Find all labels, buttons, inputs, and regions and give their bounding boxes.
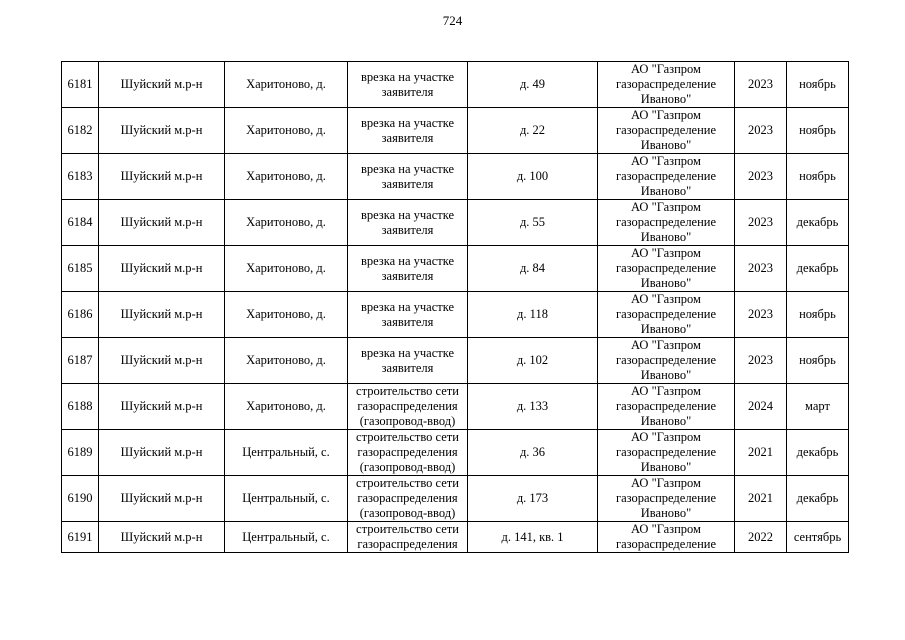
month-cell: ноябрь: [787, 62, 849, 108]
work-type-cell: строительство сети газораспределения (газопровод-ввод): [348, 430, 468, 476]
locality-cell: Харитоново, д.: [225, 384, 348, 430]
district-cell: Шуйский м.р-н: [99, 246, 225, 292]
year-cell: 2023: [735, 246, 787, 292]
table-body: [62, 62, 849, 553]
locality-cell: Центральный, с.: [225, 522, 348, 553]
row-number-cell: 6182: [62, 108, 99, 154]
address-cell: д. 100: [468, 154, 598, 200]
district-cell: Шуйский м.р-н: [99, 108, 225, 154]
address-cell: д. 141, кв. 1: [468, 522, 598, 553]
table-row: [62, 200, 849, 246]
row-number-cell: 6190: [62, 476, 99, 522]
owner-cell: АО "Газпром газораспределение Иваново": [598, 430, 735, 476]
district-cell: Шуйский м.р-н: [99, 384, 225, 430]
work-type-cell: строительство сети газораспределения: [348, 522, 468, 553]
address-cell: д. 118: [468, 292, 598, 338]
locality-cell: Центральный, с.: [225, 430, 348, 476]
owner-cell: АО "Газпром газораспределение: [598, 522, 735, 553]
year-cell: 2021: [735, 476, 787, 522]
work-type-cell: врезка на участке заявителя: [348, 200, 468, 246]
address-cell: д. 173: [468, 476, 598, 522]
month-cell: декабрь: [787, 246, 849, 292]
table-row: [62, 292, 849, 338]
locality-cell: Харитоново, д.: [225, 292, 348, 338]
work-type-cell: врезка на участке заявителя: [348, 62, 468, 108]
month-cell: ноябрь: [787, 338, 849, 384]
locality-cell: Харитоново, д.: [225, 108, 348, 154]
table-row: [62, 384, 849, 430]
month-cell: декабрь: [787, 430, 849, 476]
row-number-cell: 6185: [62, 246, 99, 292]
year-cell: 2021: [735, 430, 787, 476]
locality-cell: Харитоново, д.: [225, 154, 348, 200]
district-cell: Шуйский м.р-н: [99, 62, 225, 108]
address-cell: д. 49: [468, 62, 598, 108]
district-cell: Шуйский м.р-н: [99, 522, 225, 553]
year-cell: 2023: [735, 62, 787, 108]
district-cell: Шуйский м.р-н: [99, 430, 225, 476]
row-number-cell: 6183: [62, 154, 99, 200]
year-cell: 2023: [735, 200, 787, 246]
district-cell: Шуйский м.р-н: [99, 292, 225, 338]
owner-cell: АО "Газпром газораспределение Иваново": [598, 476, 735, 522]
owner-cell: АО "Газпром газораспределение Иваново": [598, 338, 735, 384]
address-cell: д. 55: [468, 200, 598, 246]
gas-connection-table: [61, 61, 849, 553]
year-cell: 2023: [735, 154, 787, 200]
table-row: [62, 154, 849, 200]
row-number-cell: 6186: [62, 292, 99, 338]
address-cell: д. 22: [468, 108, 598, 154]
year-cell: 2023: [735, 338, 787, 384]
row-number-cell: 6189: [62, 430, 99, 476]
page-number: 724: [442, 13, 463, 28]
district-cell: Шуйский м.р-н: [99, 154, 225, 200]
address-cell: д. 102: [468, 338, 598, 384]
locality-cell: Харитоново, д.: [225, 200, 348, 246]
work-type-cell: строительство сети газораспределения (газопровод-ввод): [348, 384, 468, 430]
locality-cell: Харитоново, д.: [225, 62, 348, 108]
row-number-cell: 6187: [62, 338, 99, 384]
row-number-cell: 6184: [62, 200, 99, 246]
month-cell: ноябрь: [787, 154, 849, 200]
district-cell: Шуйский м.р-н: [99, 200, 225, 246]
month-cell: март: [787, 384, 849, 430]
year-cell: 2022: [735, 522, 787, 553]
owner-cell: АО "Газпром газораспределение Иваново": [598, 108, 735, 154]
row-number-cell: 6188: [62, 384, 99, 430]
owner-cell: АО "Газпром газораспределение Иваново": [598, 292, 735, 338]
district-cell: Шуйский м.р-н: [99, 338, 225, 384]
table-row: [62, 522, 849, 553]
table-row: [62, 246, 849, 292]
month-cell: ноябрь: [787, 292, 849, 338]
owner-cell: АО "Газпром газораспределение Иваново": [598, 154, 735, 200]
work-type-cell: врезка на участке заявителя: [348, 292, 468, 338]
table-row: [62, 476, 849, 522]
month-cell: сентябрь: [787, 522, 849, 553]
month-cell: декабрь: [787, 476, 849, 522]
locality-cell: Центральный, с.: [225, 476, 348, 522]
month-cell: декабрь: [787, 200, 849, 246]
table-row: [62, 108, 849, 154]
table-row: [62, 62, 849, 108]
district-cell: Шуйский м.р-н: [99, 476, 225, 522]
work-type-cell: врезка на участке заявителя: [348, 108, 468, 154]
table-row: [62, 338, 849, 384]
month-cell: ноябрь: [787, 108, 849, 154]
address-cell: д. 133: [468, 384, 598, 430]
row-number-cell: 6191: [62, 522, 99, 553]
owner-cell: АО "Газпром газораспределение Иваново": [598, 200, 735, 246]
year-cell: 2023: [735, 292, 787, 338]
year-cell: 2024: [735, 384, 787, 430]
address-cell: д. 36: [468, 430, 598, 476]
table-row: [62, 430, 849, 476]
work-type-cell: врезка на участке заявителя: [348, 154, 468, 200]
work-type-cell: врезка на участке заявителя: [348, 338, 468, 384]
owner-cell: АО "Газпром газораспределение Иваново": [598, 384, 735, 430]
locality-cell: Харитоново, д.: [225, 338, 348, 384]
locality-cell: Харитоново, д.: [225, 246, 348, 292]
year-cell: 2023: [735, 108, 787, 154]
owner-cell: АО "Газпром газораспределение Иваново": [598, 246, 735, 292]
address-cell: д. 84: [468, 246, 598, 292]
work-type-cell: врезка на участке заявителя: [348, 246, 468, 292]
row-number-cell: 6181: [62, 62, 99, 108]
owner-cell: АО "Газпром газораспределение Иваново": [598, 62, 735, 108]
work-type-cell: строительство сети газораспределения (газопровод-ввод): [348, 476, 468, 522]
